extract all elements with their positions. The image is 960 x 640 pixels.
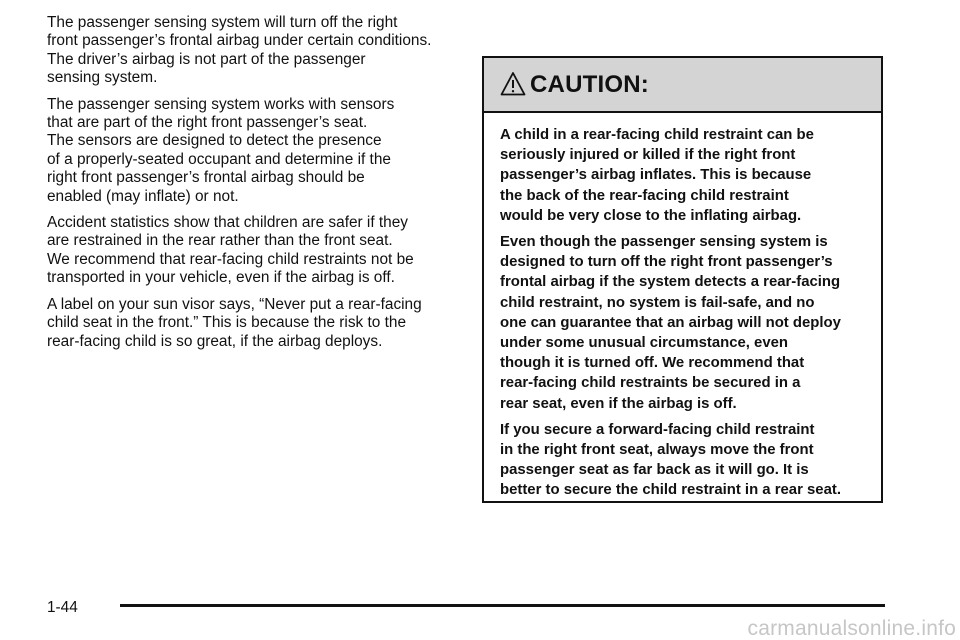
page-number: 1-44 [47, 599, 78, 616]
caution-header [484, 58, 881, 113]
caution-paragraph: Even though the passenger sensing system is designed to turn off the right front passenger’s frontal airbag if the system detects a rear-facing child restraint, no system is fail-safe, and no one can guarantee that an airbag will not deploy under some unusual circumstance, even though it is turned off. We recommend that rear-facing child restraints be secured in a rear seat, even if the airbag is off. [500, 234, 841, 412]
caution-body [484, 113, 881, 501]
warning-triangle-icon [500, 71, 526, 97]
caution-box [482, 56, 883, 503]
footer-divider [120, 604, 885, 607]
site-watermark: carmanualsonline.info [747, 617, 956, 640]
caution-paragraph: If you secure a forward-facing child restraint in the right front seat, always move the front passenger seat as far back as it will go. It is better to secure the child restraint in a rear seat. [500, 421, 841, 499]
body-text-column [47, 14, 465, 359]
paragraph: The passenger sensing system works with sensors that are part of the right front passenger’s seat. The sensors are designed to detect the presence of a properly-seated occupant and determine if the right front passenger’s frontal airbag should be enabled (may inflate) or not. [47, 95, 395, 205]
caution-title: CAUTION: [530, 70, 649, 98]
paragraph: The passenger sensing system will turn off the right front passenger’s frontal airbag under certain conditions. The driver’s airbag is not part of the passenger sensing system. [47, 14, 432, 87]
paragraph: Accident statistics show that children are safer if they are restrained in the rear rather than the front seat. We recommend that rear-facing child restraints not be transported in your vehicle, even if the airbag is off. [47, 214, 414, 287]
paragraph: A label on your sun visor says, “Never put a rear-facing child seat in the front.” This is because the risk to the rear-facing child is so great, if the airbag deploys. [47, 295, 422, 350]
caution-paragraph: A child in a rear-facing child restraint can be seriously injured or killed if the right front passenger’s airbag inflates. This is because the back of the rear-facing child restraint would be very close to the inflating airbag. [500, 127, 814, 224]
